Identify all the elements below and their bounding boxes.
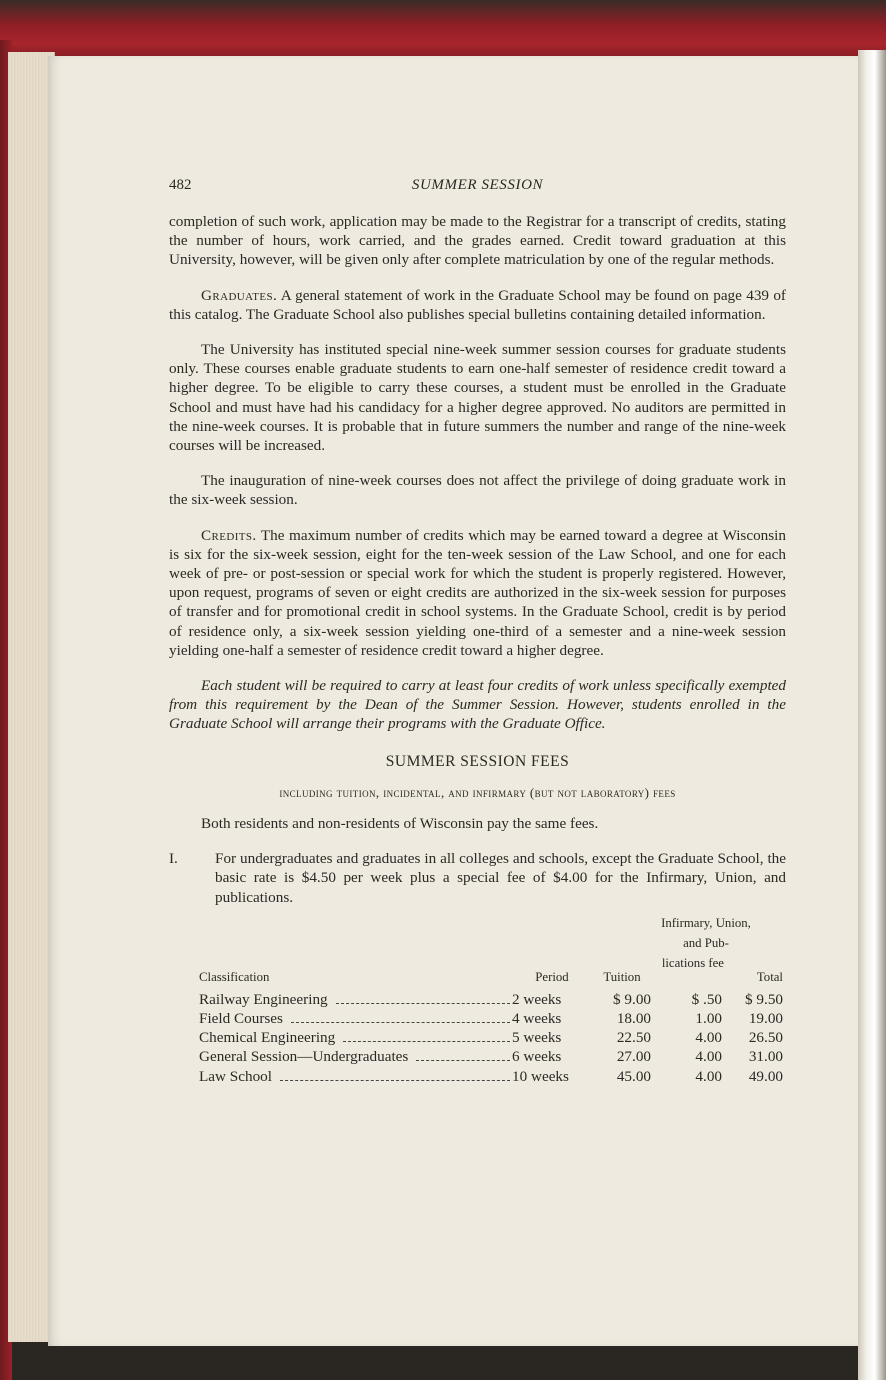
table-row xyxy=(169,1028,786,1047)
header-total: Total xyxy=(756,969,783,984)
cell-classification: General Session—Undergraduates xyxy=(199,1048,409,1066)
running-head: SUMMER SESSION xyxy=(411,177,544,193)
cell-period: 5 weeks xyxy=(512,1029,562,1047)
fees-intro: Both residents and non-residents of Wisconsin pay the same fees. xyxy=(201,815,599,833)
header-tuition: Tuition xyxy=(603,969,641,984)
fees-subheading: including tuition, incidental, and infirmary (but not laboratory) fees xyxy=(279,784,676,800)
cell-tuition: 27.00 xyxy=(616,1048,651,1066)
page-header xyxy=(169,176,786,200)
cell-classification: Law School xyxy=(199,1067,272,1085)
cell-total: 49.00 xyxy=(748,1067,783,1085)
fee-table xyxy=(169,913,786,1113)
fee-item-text: For undergraduates and graduates in all colleges and schools, except the Graduate School, the basic rate is $4.50 per week plus a special fee of $4.00 for the Infirmary, Union, and publications. xyxy=(215,850,786,906)
header-infirmary-line3: lications fee xyxy=(661,955,724,970)
paragraph-graduates xyxy=(169,286,786,324)
header-infirmary-line1: Infirmary, Union, xyxy=(661,915,751,930)
cell-total: $ 9.50 xyxy=(745,990,783,1008)
header-period: Period xyxy=(535,969,569,984)
cell-classification: Field Courses xyxy=(199,1010,283,1028)
list-marker: I. xyxy=(169,850,178,868)
fee-item-1 xyxy=(169,849,786,907)
table-row xyxy=(169,990,786,1009)
dot-leader xyxy=(336,1002,510,1004)
cell-infirmary: 4.00 xyxy=(695,1067,722,1085)
cell-infirmary: 4.00 xyxy=(695,1048,722,1066)
paragraph-nine-week-courses: The University has instituted special nine-week summer session courses for graduate students only. These courses enable graduate students to earn one-half semester of residence credit toward a higher degree. To be eligible to carry these courses, a student must be enrolled in the Graduate School and must have had his candidacy for a higher degree approved. No auditors are permitted in the nine-week courses. It is probable that in future summers the number and range of the nine-week courses will be increased. xyxy=(169,341,786,455)
cell-period: 4 weeks xyxy=(512,1010,562,1028)
cell-tuition: 22.50 xyxy=(616,1029,651,1047)
credits-text: The maximum number of credits which may be earned toward a degree at Wisconsin is six for the six-week session, eight for the ten-week session of the Law School, and one for each week of pre- or post-session or special work for which the student is properly registered. However, upon request, programs of seven or eight credits are authorized in the six-week session for purposes of transfer and for promotional credit in school systems. In the Graduate School, credit is by period of residence only, a six-week session yielding one-third of a semester and a nine-week session yielding one-half a semester of residence credit toward a higher degree. xyxy=(169,526,786,659)
paragraph-requirement: Each student will be required to carry at least four credits of work unless specifically exempted from this requirement by the Dean of the Summer Session. However, students enrolled in the Graduate School will arrange their programs with the Graduate Office. xyxy=(169,677,786,733)
dot-leader xyxy=(416,1059,510,1061)
cell-total: 26.50 xyxy=(748,1029,783,1047)
cell-total: 31.00 xyxy=(748,1048,783,1066)
table-body xyxy=(169,990,786,1086)
cell-classification: Chemical Engineering xyxy=(199,1029,336,1047)
dot-leader xyxy=(291,1021,510,1023)
credits-lead: Credits. xyxy=(201,526,257,544)
table-row xyxy=(169,1067,786,1086)
paragraph-credits xyxy=(169,526,786,660)
page-right-edge xyxy=(858,50,886,1380)
header-classification: Classification xyxy=(199,969,270,984)
table-row xyxy=(169,1047,786,1066)
book-binding-top xyxy=(0,0,886,62)
fees-heading: SUMMER SESSION FEES xyxy=(385,752,570,770)
cell-period: 10 weeks xyxy=(512,1067,569,1085)
graduates-lead: Graduates. xyxy=(201,286,278,304)
graduates-text: A general statement of work in the Graduate School may be found on page 439 of this catalog. The Graduate School also publishes special bulletins containing detailed information. xyxy=(169,286,786,323)
paragraph-inauguration: The inauguration of nine-week courses does not affect the privilege of doing graduate work in the six-week session. xyxy=(169,472,786,509)
cell-period: 6 weeks xyxy=(512,1048,562,1066)
dot-leader xyxy=(280,1079,510,1081)
paragraph-transcript: completion of such work, application may be made to the Registrar for a transcript of credits, stating the number of hours, work carried, and the grades earned. Credit toward graduation at this University, however, will be given only after complete matriculation by one of the regular methods. xyxy=(169,213,786,269)
header-infirmary-line2: and Pub- xyxy=(683,935,729,950)
cell-infirmary: 1.00 xyxy=(695,1010,722,1028)
cell-tuition: 45.00 xyxy=(616,1067,651,1085)
table-row xyxy=(169,1009,786,1028)
page-number: 482 xyxy=(169,177,192,193)
cell-classification: Railway Engineering xyxy=(199,990,328,1008)
page-content xyxy=(169,176,786,1113)
cell-tuition: 18.00 xyxy=(616,1010,651,1028)
cell-period: 2 weeks xyxy=(512,990,562,1008)
header-infirmary xyxy=(636,913,776,973)
cell-total: 19.00 xyxy=(748,1010,783,1028)
dot-leader xyxy=(343,1040,510,1042)
cell-infirmary: $ .50 xyxy=(691,990,722,1008)
cell-tuition: $ 9.00 xyxy=(613,990,651,1008)
cell-infirmary: 4.00 xyxy=(695,1029,722,1047)
